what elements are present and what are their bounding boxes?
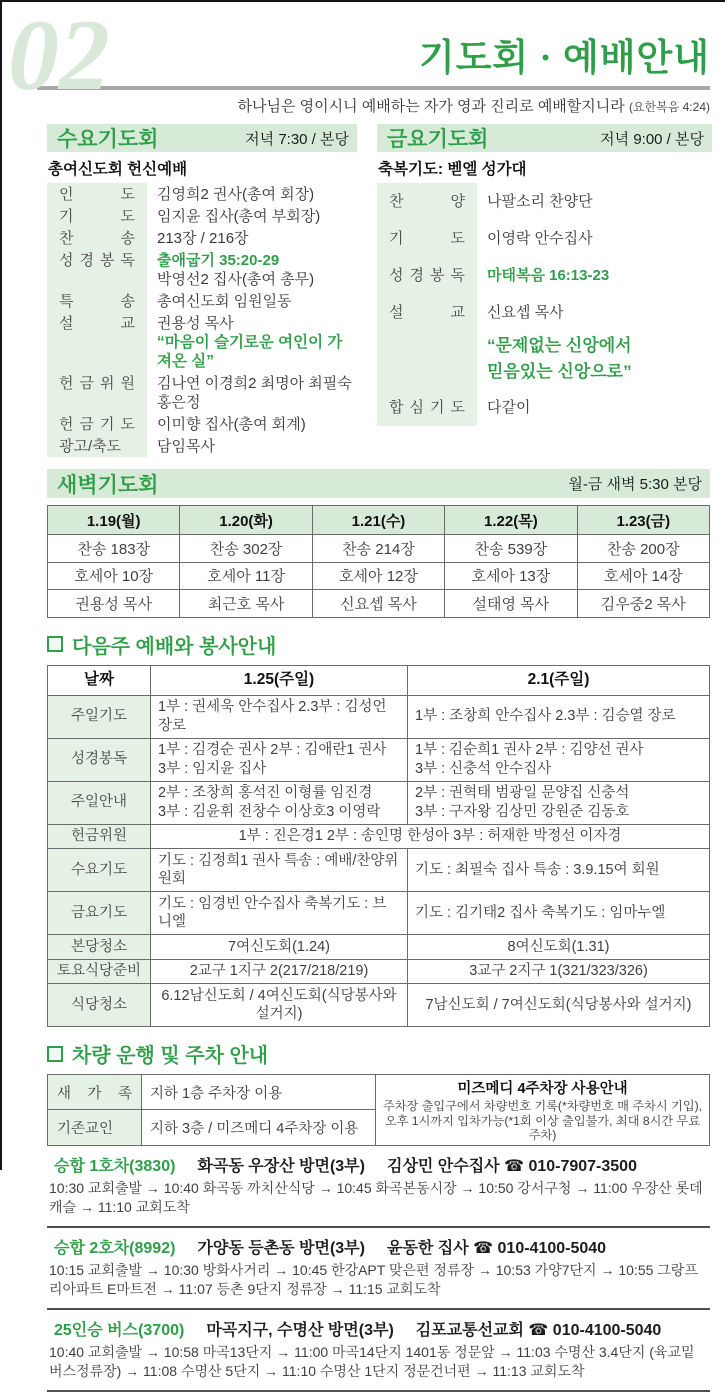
- date-col-2: 2.1(주일): [408, 665, 710, 695]
- bus-route: 10:15 교회출발 → 10:30 방화사거리 → 10:45 한강APT 맞은편 정류장 → 10:53 가양7단지 → 10:55 그랑프리아파트 E마트전 → 11:07 등촌 9단지 정류장 → 11:15 교회도착: [49, 1261, 698, 1297]
- friday-header-bar: [377, 124, 712, 152]
- dawn-hymn-row: [48, 535, 710, 563]
- wednesday-subtitle: 총여신도회 헌신예배: [48, 161, 188, 178]
- sermon-title: “마음이 슬기로운 여인이 가져온 실”: [157, 333, 343, 370]
- row-label: 토요식당준비: [48, 959, 151, 984]
- bus-2-header: [47, 1235, 710, 1258]
- bus-2: [47, 1228, 710, 1310]
- wednesday-row-sermon: [47, 312, 357, 372]
- date-label: 날짜: [48, 665, 151, 695]
- row-value: 총여신도회 임원일동: [157, 292, 292, 310]
- bus-name: 승합 2호차(8992): [54, 1239, 176, 1257]
- dawn-hymn: 찬송 214장: [312, 535, 444, 563]
- next-week-section: [47, 630, 710, 1028]
- preacher: 신요셉 목사: [487, 304, 564, 321]
- row-label: 설 교: [377, 294, 477, 331]
- row-label: 본당청소: [48, 935, 151, 960]
- cell: 기도 : 최필숙 집사 특송 : 3.9.15여 회원: [408, 849, 710, 892]
- cell: 기도 : 김정희1 권사 특송 : 예배/찬양위원회: [151, 849, 408, 892]
- dawn-col-mon: 1.19(월): [48, 506, 180, 535]
- cell: 7여신도회(1.24): [151, 935, 408, 960]
- cell: 2교구 1지구 2(217/218/219): [151, 959, 408, 984]
- dawn-hymn: 찬송 302장: [180, 535, 312, 563]
- cell: 지하 3층 / 미즈메디 4주차장 이용: [142, 1110, 376, 1145]
- parking-heading: [47, 1039, 710, 1068]
- wednesday-row-prayer: [47, 205, 357, 227]
- row-saturday-kitchen-prep: [48, 959, 710, 984]
- cell-line1: 1부 : 김경순 권사 2부 : 김애란1 권사: [158, 742, 387, 758]
- row-scripture-reading: [48, 738, 710, 781]
- row-label: 기 도: [377, 220, 477, 257]
- wednesday-row-benediction: [47, 435, 357, 457]
- cell: 1부 : 조창희 안수집사 2.3부 : 김승열 장로: [408, 695, 710, 738]
- row-label: 주일기도: [48, 695, 151, 738]
- dawn-col-thu: 1.22(목): [445, 506, 577, 535]
- row-label: 인 도: [47, 183, 147, 205]
- cell: [408, 738, 710, 781]
- friday-row-sermon: [377, 294, 712, 331]
- friday-prayer-section: [377, 124, 712, 457]
- row-label: 성 경 봉 독: [377, 257, 477, 294]
- dawn-preacher: 설태영 목사: [445, 590, 577, 618]
- row-new-family: [48, 1075, 710, 1110]
- row-label: 기 도: [47, 205, 147, 227]
- friday-time: 저녁 9:00 / 본당: [600, 130, 704, 148]
- bus-contact: 김상민 안수집사 ☎ 010-7907-3500: [386, 1157, 637, 1175]
- notice-line1: 주차장 출입구에서 차량번호 기록(*차량번호 매 주차시 기입),: [382, 1099, 703, 1113]
- parking-section: [47, 1039, 710, 1146]
- wednesday-row-offering-committee: [47, 372, 357, 413]
- bus-3: [47, 1310, 710, 1392]
- dawn-preacher: 최근호 목사: [180, 590, 312, 618]
- sermon-title-line1: “문제없는 신앙에서: [487, 336, 632, 355]
- row-label: 특 송: [47, 290, 147, 312]
- row-label: 찬 양: [377, 183, 477, 220]
- wednesday-row-hymn: [47, 227, 357, 249]
- friday-row-united-prayer: [377, 389, 712, 426]
- dawn-col-tue: 1.20(화): [180, 506, 312, 535]
- dawn-scripture: 호세아 13장: [445, 562, 577, 590]
- row-label: 새 가 족: [48, 1075, 142, 1110]
- next-week-title: 다음주 예배와 봉사안내: [72, 635, 277, 658]
- row-kitchen-cleaning: [48, 984, 710, 1027]
- row-label: 헌금위원: [48, 824, 151, 849]
- scripture-ref: 마태복음 16:13-23: [487, 267, 610, 284]
- row-offering-committee: [48, 824, 710, 849]
- dawn-scripture-row: [48, 562, 710, 590]
- prayer-meetings: [47, 124, 710, 457]
- verse-text: 하나님은 영이시니 예배하는 자가 영과 진리로 예배할지니라: [237, 98, 625, 115]
- dawn-header-bar: [47, 469, 710, 498]
- cell: 기도 : 임경빈 안수집사 축복기도 : 브니엘: [151, 892, 408, 935]
- row-label: 설 교: [47, 312, 147, 372]
- dawn-preacher: 권용성 목사: [48, 590, 180, 618]
- cell-line1: 2부 : 권혁태 범광일 문양집 신충석: [415, 785, 630, 801]
- cell: 1부 : 권세욱 안수집사 2.3부 : 김성언 장로: [151, 695, 408, 738]
- dawn-scripture: 호세아 11장: [180, 562, 312, 590]
- cell: 7남신도회 / 7여신도회(식당봉사와 설거지): [408, 984, 710, 1027]
- wednesday-title: 수요기도회: [57, 128, 159, 151]
- cell: [408, 781, 710, 824]
- parking-title: 차량 운행 및 주차 안내: [72, 1045, 269, 1067]
- date-col-1: 1.25(주일): [151, 665, 408, 695]
- scripture-ref: 출애굽기 35:20-29: [157, 251, 280, 269]
- dawn-header-row: [48, 506, 710, 535]
- square-bullet-icon: [47, 636, 63, 652]
- row-value: 담임목사: [157, 437, 215, 455]
- dawn-prayer-table: [47, 505, 710, 618]
- row-value: 다같이: [487, 399, 531, 416]
- cell-line2: 3부 : 신충석 안수집사: [415, 760, 552, 777]
- row-label: 헌 금 기 도: [47, 413, 147, 435]
- row-label: 식당청소: [48, 984, 151, 1027]
- row-wednesday-prayer: [48, 849, 710, 892]
- dawn-scripture: 호세아 12장: [312, 562, 444, 590]
- dawn-hymn: 찬송 200장: [577, 535, 709, 563]
- header-divider: [37, 86, 710, 90]
- mizmedi-parking-notice: [376, 1075, 710, 1146]
- row-value: 김영희2 권사(총여 회장): [157, 185, 315, 203]
- bus-area: 가양동 등촌동 방면(3부): [197, 1239, 365, 1257]
- row-sunday-guide: [48, 781, 710, 824]
- cell: 8여신도회(1.31): [408, 935, 710, 960]
- next-week-table: [47, 665, 710, 1028]
- preacher: 권용성 목사: [157, 314, 234, 332]
- bus-routes-section: [47, 1146, 710, 1392]
- cell: [151, 781, 408, 824]
- dawn-col-fri: 1.23(금): [577, 506, 709, 535]
- friday-title: 금요기도회: [387, 128, 489, 151]
- wednesday-time: 저녁 7:30 / 본당: [245, 130, 349, 148]
- row-label: 성 경 봉 독: [47, 249, 147, 290]
- row-label: 수요기도: [48, 849, 151, 892]
- sermon-title: [477, 331, 712, 389]
- row-value: 김나연 이경희2 최명아 최필숙 홍은정: [157, 374, 352, 411]
- notice-line2: 오후 1시까지 입차가능(*1회 이상 출입불가, 최대 8시간 무료주차): [384, 1113, 701, 1142]
- bus-name: 승합 1호차(3830): [54, 1157, 176, 1175]
- scripture-verse: [47, 95, 710, 116]
- dawn-hymn: 찬송 183장: [48, 535, 180, 563]
- friday-row-scripture: [377, 257, 712, 294]
- dawn-time: 월-금 새벽 5:30 본당: [568, 476, 702, 493]
- dawn-hymn: 찬송 539장: [445, 535, 577, 563]
- friday-subtitle: 축복기도: 벧엘 성가대: [378, 161, 527, 178]
- row-label: 기존교인: [48, 1110, 142, 1145]
- row-label: 성경봉독: [48, 738, 151, 781]
- page-number-watermark: 02: [8, 0, 110, 112]
- wednesday-row-offering-prayer: [47, 413, 357, 435]
- wednesday-row-special-song: [47, 290, 357, 312]
- cell: 기도 : 김기태2 집사 축복기도 : 임마누엘: [408, 892, 710, 935]
- cell-line2: 3부 : 김윤휘 전창수 이상호3 이영락: [158, 803, 381, 820]
- row-value: 이미향 집사(총여 회계): [157, 415, 306, 433]
- bus-name: 25인승 버스(3700): [54, 1321, 185, 1339]
- dawn-preacher-row: [48, 590, 710, 618]
- dawn-title: 새벽기도회: [57, 473, 159, 497]
- row-value: [147, 249, 357, 290]
- bus-contact: 김포교통선교회 ☎ 010-4100-5040: [415, 1321, 662, 1339]
- bulletin-page: [2, 38, 725, 1392]
- cell: [151, 738, 408, 781]
- page-title: 기도회 · 예배안내: [418, 38, 710, 79]
- cell-line1: 2부 : 조창희 홍석진 이형률 임진경: [158, 785, 373, 801]
- bus-3-header: [47, 1317, 710, 1340]
- row-value: 213장 / 216장: [157, 229, 249, 247]
- row-friday-prayer: [48, 892, 710, 935]
- bus-area: 마곡지구, 수명산 방면(3부): [206, 1321, 394, 1339]
- bus-contact: 윤동한 집사 ☎ 010-4100-5040: [386, 1239, 607, 1257]
- row-value: [147, 312, 357, 372]
- cell: 6.12남신도회 / 4여신도회(식당봉사와 설거지): [151, 984, 408, 1027]
- bus-route: 10:30 교회출발 → 10:40 화곡동 까치산식당 → 10:45 화곡본동시장 → 10:50 강서구청 → 11:00 우장산 롯데캐슬 → 11:10 교회도착: [49, 1179, 703, 1215]
- bus-1: [47, 1146, 710, 1228]
- dawn-prayer-section: [47, 469, 710, 618]
- friday-sermon-title: [377, 331, 712, 389]
- row-label: 합 심 기 도: [377, 389, 477, 426]
- row-label: 광고/축도: [47, 435, 147, 457]
- bus-area: 화곡동 우장산 방면(3부): [197, 1157, 365, 1175]
- row-label: 금요기도: [48, 892, 151, 935]
- bus-route: 10:40 교회출발 → 10:58 마곡13단지 → 11:00 마곡14단지 1401동 정문앞 → 11:03 수명산 3.4단지 (육교밑 버스정류장) → 11:08 수명산 5단지 → 11:10 수명산 1단지 정문건너편 → 11:13 교회도착: [49, 1343, 695, 1379]
- dawn-scripture: 호세아 10장: [48, 562, 180, 590]
- cell: 3교구 2지구 1(321/323/326): [408, 959, 710, 984]
- dawn-scripture: 호세아 14장: [577, 562, 709, 590]
- row-label: 주일안내: [48, 781, 151, 824]
- wednesday-row-scripture: [47, 249, 357, 290]
- dawn-preacher: 신요셉 목사: [312, 590, 444, 618]
- wednesday-prayer-section: [47, 124, 357, 457]
- cell: 1부 : 진은경1 2부 : 송인명 한성아 3부 : 허재한 박정선 이자경: [151, 824, 710, 849]
- row-sunday-prayer: [48, 695, 710, 738]
- next-week-heading: [47, 630, 710, 659]
- wednesday-row-leader: [47, 183, 357, 205]
- friday-row-prayer: [377, 220, 712, 257]
- row-value: 임지윤 집사(총여 부회장): [157, 207, 321, 225]
- sermon-title-line2: 믿음있는 신앙으로”: [487, 362, 632, 381]
- notice-title: 미즈메디 4주차장 사용안내: [457, 1081, 628, 1097]
- wednesday-header-bar: [47, 124, 357, 152]
- cell: 지하 1층 주차장 이용: [142, 1075, 376, 1110]
- dawn-col-wed: 1.21(수): [312, 506, 444, 535]
- square-bullet-icon: [47, 1046, 63, 1062]
- row-label: 헌 금 위 원: [47, 372, 147, 413]
- bus-1-header: [47, 1153, 710, 1176]
- row-value: 나팔소리 찬양단: [487, 193, 593, 210]
- row-label: 찬 송: [47, 227, 147, 249]
- cell-line2: 3부 : 임지윤 집사: [158, 760, 267, 777]
- parking-table: [47, 1074, 710, 1146]
- cell-line2: 3부 : 구자왕 김상민 강원준 김동호: [415, 803, 630, 820]
- row-sanctuary-cleaning: [48, 935, 710, 960]
- verse-reference: (요한복음 4:24): [628, 100, 710, 114]
- cell-line1: 1부 : 김순희1 권사 2부 : 김양선 권사: [415, 742, 644, 758]
- next-week-header-row: [48, 665, 710, 695]
- row-label: [377, 331, 477, 389]
- row-value: 이영락 안수집사: [487, 230, 593, 247]
- friday-row-praise: [377, 183, 712, 220]
- scripture-reader: 박영선2 집사(총여 총무): [157, 270, 315, 288]
- dawn-preacher: 김우중2 목사: [577, 590, 709, 618]
